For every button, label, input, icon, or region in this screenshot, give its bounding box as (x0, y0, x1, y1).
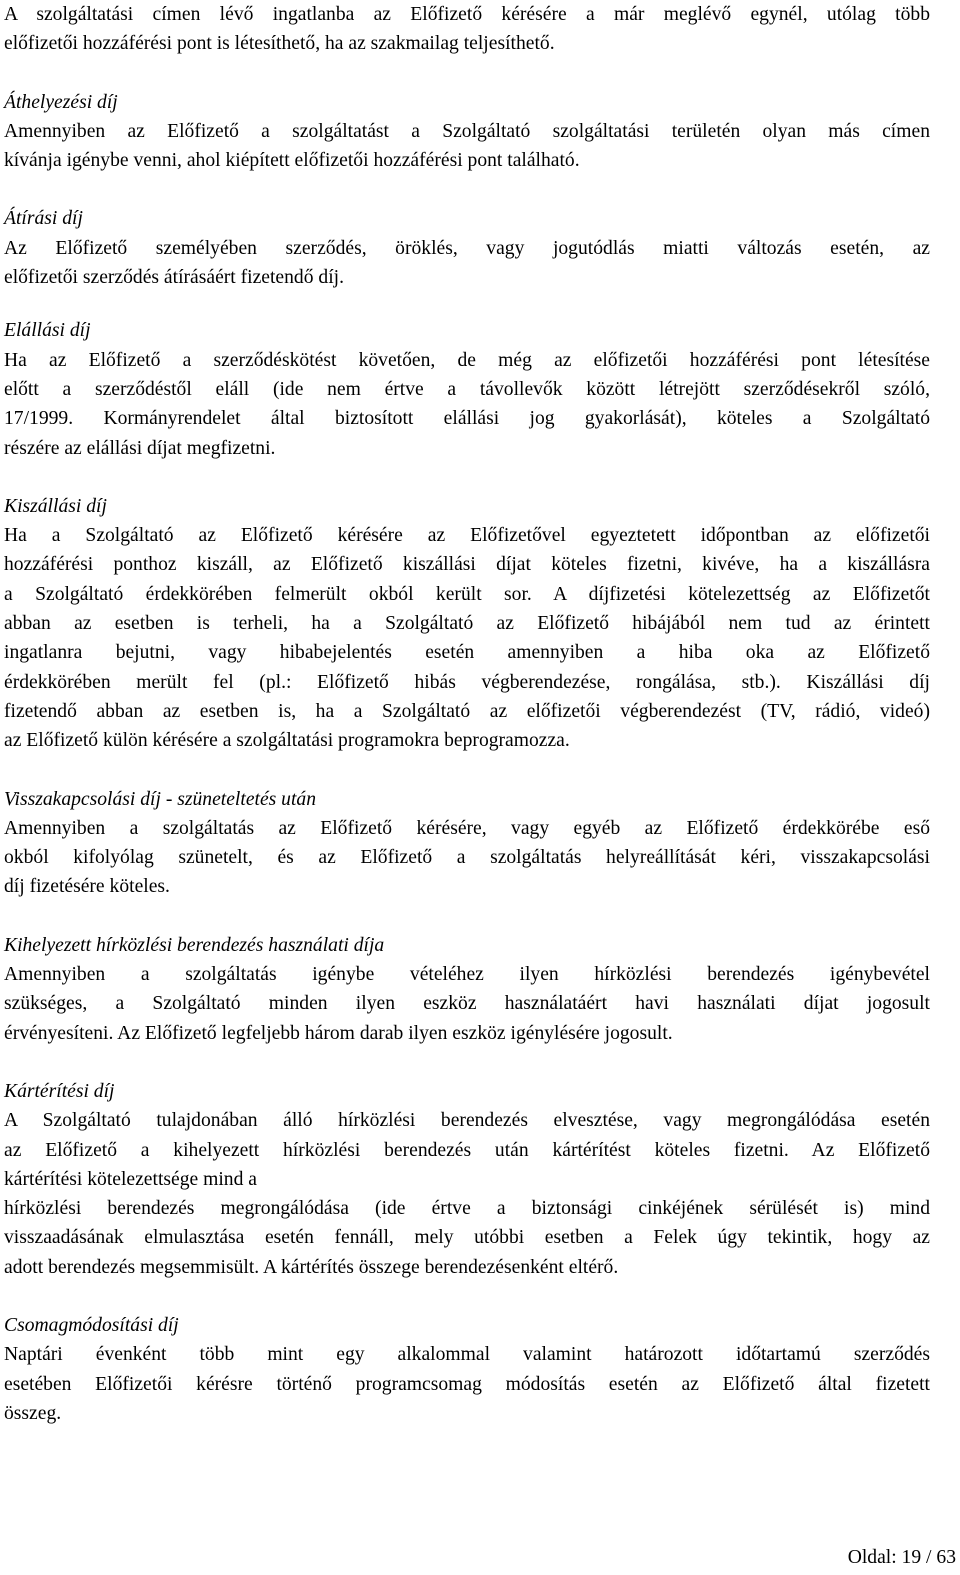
text-line: hírközlési berendezés megrongálódása (ide értve a biztonsági cinkéjének sérülését is) mind (4, 1198, 930, 1220)
text-line: ingatlanra bejutni, vagy hibabejelentés esetén amennyiben a hiba oka az Előfizető (4, 642, 930, 664)
section-body (4, 1106, 930, 1282)
text-line: előfizetői hozzáférési pont is létesíthető, ha az szakmailag teljesíthető. (4, 33, 555, 55)
text-line: A Szolgáltató tulajdonában álló hírközlési berendezés elvesztése, vagy megrongálódása esetén (4, 1110, 930, 1132)
text-line: Ha az Előfizető a szerződéskötést követően, de még az előfizetői hozzáférési pont létesítése (4, 349, 930, 371)
text-line: esetében Előfizetői kérésre történő programcsomag módosítás esetén az Előfizető által fizetett (4, 1373, 930, 1395)
text-line: fizetendő abban az esetben is, ha a Szolgáltató az előfizetői végberendezést (TV, rádió, videó) (4, 700, 930, 722)
section-heading: Csomagmódosítási díj (4, 1314, 179, 1336)
text-line: A szolgáltatási címen lévő ingatlanba az Előfizető kérésére a már meglévő egynél, utólag több (4, 4, 930, 25)
document-body (4, 0, 930, 1428)
section-elallasi-dij (4, 316, 930, 462)
text-line: érdekkörében merült fel (pl.: Előfizető hibás végberendezése, rongálása, stb.). Kiszállási díj (4, 671, 930, 693)
text-line: előfizetői szerződés átírásáért fizetendő díj. (4, 267, 345, 289)
text-line: kártérítési kötelezettsége mind a (4, 1168, 257, 1190)
section-kiszallasi-dij (4, 492, 930, 756)
text-line: Az Előfizető személyében szerződés, öröklés, vagy jogutódlás miatti változás esetén, az (4, 237, 930, 259)
section-heading: Kiszállási díj (4, 495, 107, 517)
text-line: szükséges, a Szolgáltató minden ilyen eszköz használatáért havi használati díjat jogosult (4, 993, 930, 1015)
section-body (4, 117, 930, 176)
text-line: előtt a szerződéstől eláll (ide nem értve a távollevők között létrejött szerződésekről szóló, (4, 378, 930, 400)
text-line: Amennyiben a szolgáltatás az Előfizető kérésére, vagy egyéb az Előfizető érdekkörébe eső (4, 817, 930, 839)
section-body (4, 521, 930, 755)
text-line: érvényesíteni. Az Előfizető legfeljebb három darab ilyen eszköz igénylésére jogosult. (4, 1022, 673, 1044)
text-line: Naptári évenként több mint egy alkalommal valamint határozott időtartamú szerződés (4, 1344, 930, 1366)
section-heading: Kártérítési díj (4, 1080, 115, 1102)
text-line: okból kifolyólag szünetelt, és az Előfizető a szolgáltatás helyreállítását kéri, visszakapcsolási (4, 847, 930, 869)
text-line: a Szolgáltató érdekkörében felmerült okból került sor. A díjfizetési kötelezettség az Előfizetőt (4, 583, 930, 605)
section-athelyezesi-dij (4, 88, 930, 176)
text-line: Ha a Szolgáltató az Előfizető kérésére az Előfizetővel egyeztetett időpontban az előfizetői (4, 525, 930, 547)
text-line: abban az esetben is terheli, ha a Szolgáltató az Előfizető hibájából nem tud az érintett (4, 613, 930, 635)
section-atirasi-dij (4, 204, 930, 292)
section-kihelyezett-berendezes-dij (4, 931, 930, 1048)
section-heading: Átírási díj (4, 208, 83, 230)
section-heading: Kihelyezett hírközlési berendezés használati díja (4, 934, 385, 956)
section-heading: Áthelyezési díj (4, 91, 118, 113)
section-visszakapcsolasi-dij (4, 785, 930, 902)
section-body (4, 814, 930, 902)
text-line: visszaadásának elmulasztása esetén fennáll, mely utóbbi esetben a Felek úgy tekintik, hogy az (4, 1227, 930, 1249)
section-body (4, 346, 930, 463)
section-body (4, 1340, 930, 1428)
intro-paragraph (4, 0, 930, 59)
section-heading: Elállási díj (4, 320, 91, 342)
text-line: adott berendezés megsemmisült. A kártérítés összege berendezésenként eltérő. (4, 1256, 619, 1278)
text-line: Amennyiben az Előfizető a szolgáltatást a Szolgáltató szolgáltatási területén olyan más címen (4, 120, 930, 142)
text-line: összeg. (4, 1402, 62, 1424)
text-line: kívánja igénybe venni, ahol kiépített előfizetői hozzáférési pont található. (4, 150, 580, 172)
section-heading: Visszakapcsolási díj - szüneteltetés után (4, 788, 317, 810)
text-line: részére az elállási díjat megfizetni. (4, 437, 276, 459)
section-csomagmodositasi-dij (4, 1311, 930, 1428)
page-number: Oldal: 19 / 63 (847, 1547, 956, 1568)
section-body (4, 960, 930, 1048)
text-line: az Előfizető külön kérésére a szolgáltatási programokra beprogramozza. (4, 730, 570, 752)
text-line: hozzáférési ponthoz kiszáll, az Előfizető kiszállási díjat köteles fizetni, kivéve, ha a kiszállásra (4, 554, 930, 576)
text-line: az Előfizető a kihelyezett hírközlési berendezés után kártérítést köteles fizetni. Az Előfizető (4, 1139, 930, 1161)
text-line: Amennyiben a szolgáltatás igénybe vételéhez ilyen hírközlési berendezés igénybevétel (4, 964, 930, 986)
text-line: díj fizetésére köteles. (4, 876, 170, 898)
section-body (4, 234, 930, 293)
section-karteritesi-dij (4, 1077, 930, 1282)
text-line: 17/1999. Kormányrendelet által biztosított elállási jog gyakorlását), köteles a Szolgáltató (4, 408, 930, 430)
